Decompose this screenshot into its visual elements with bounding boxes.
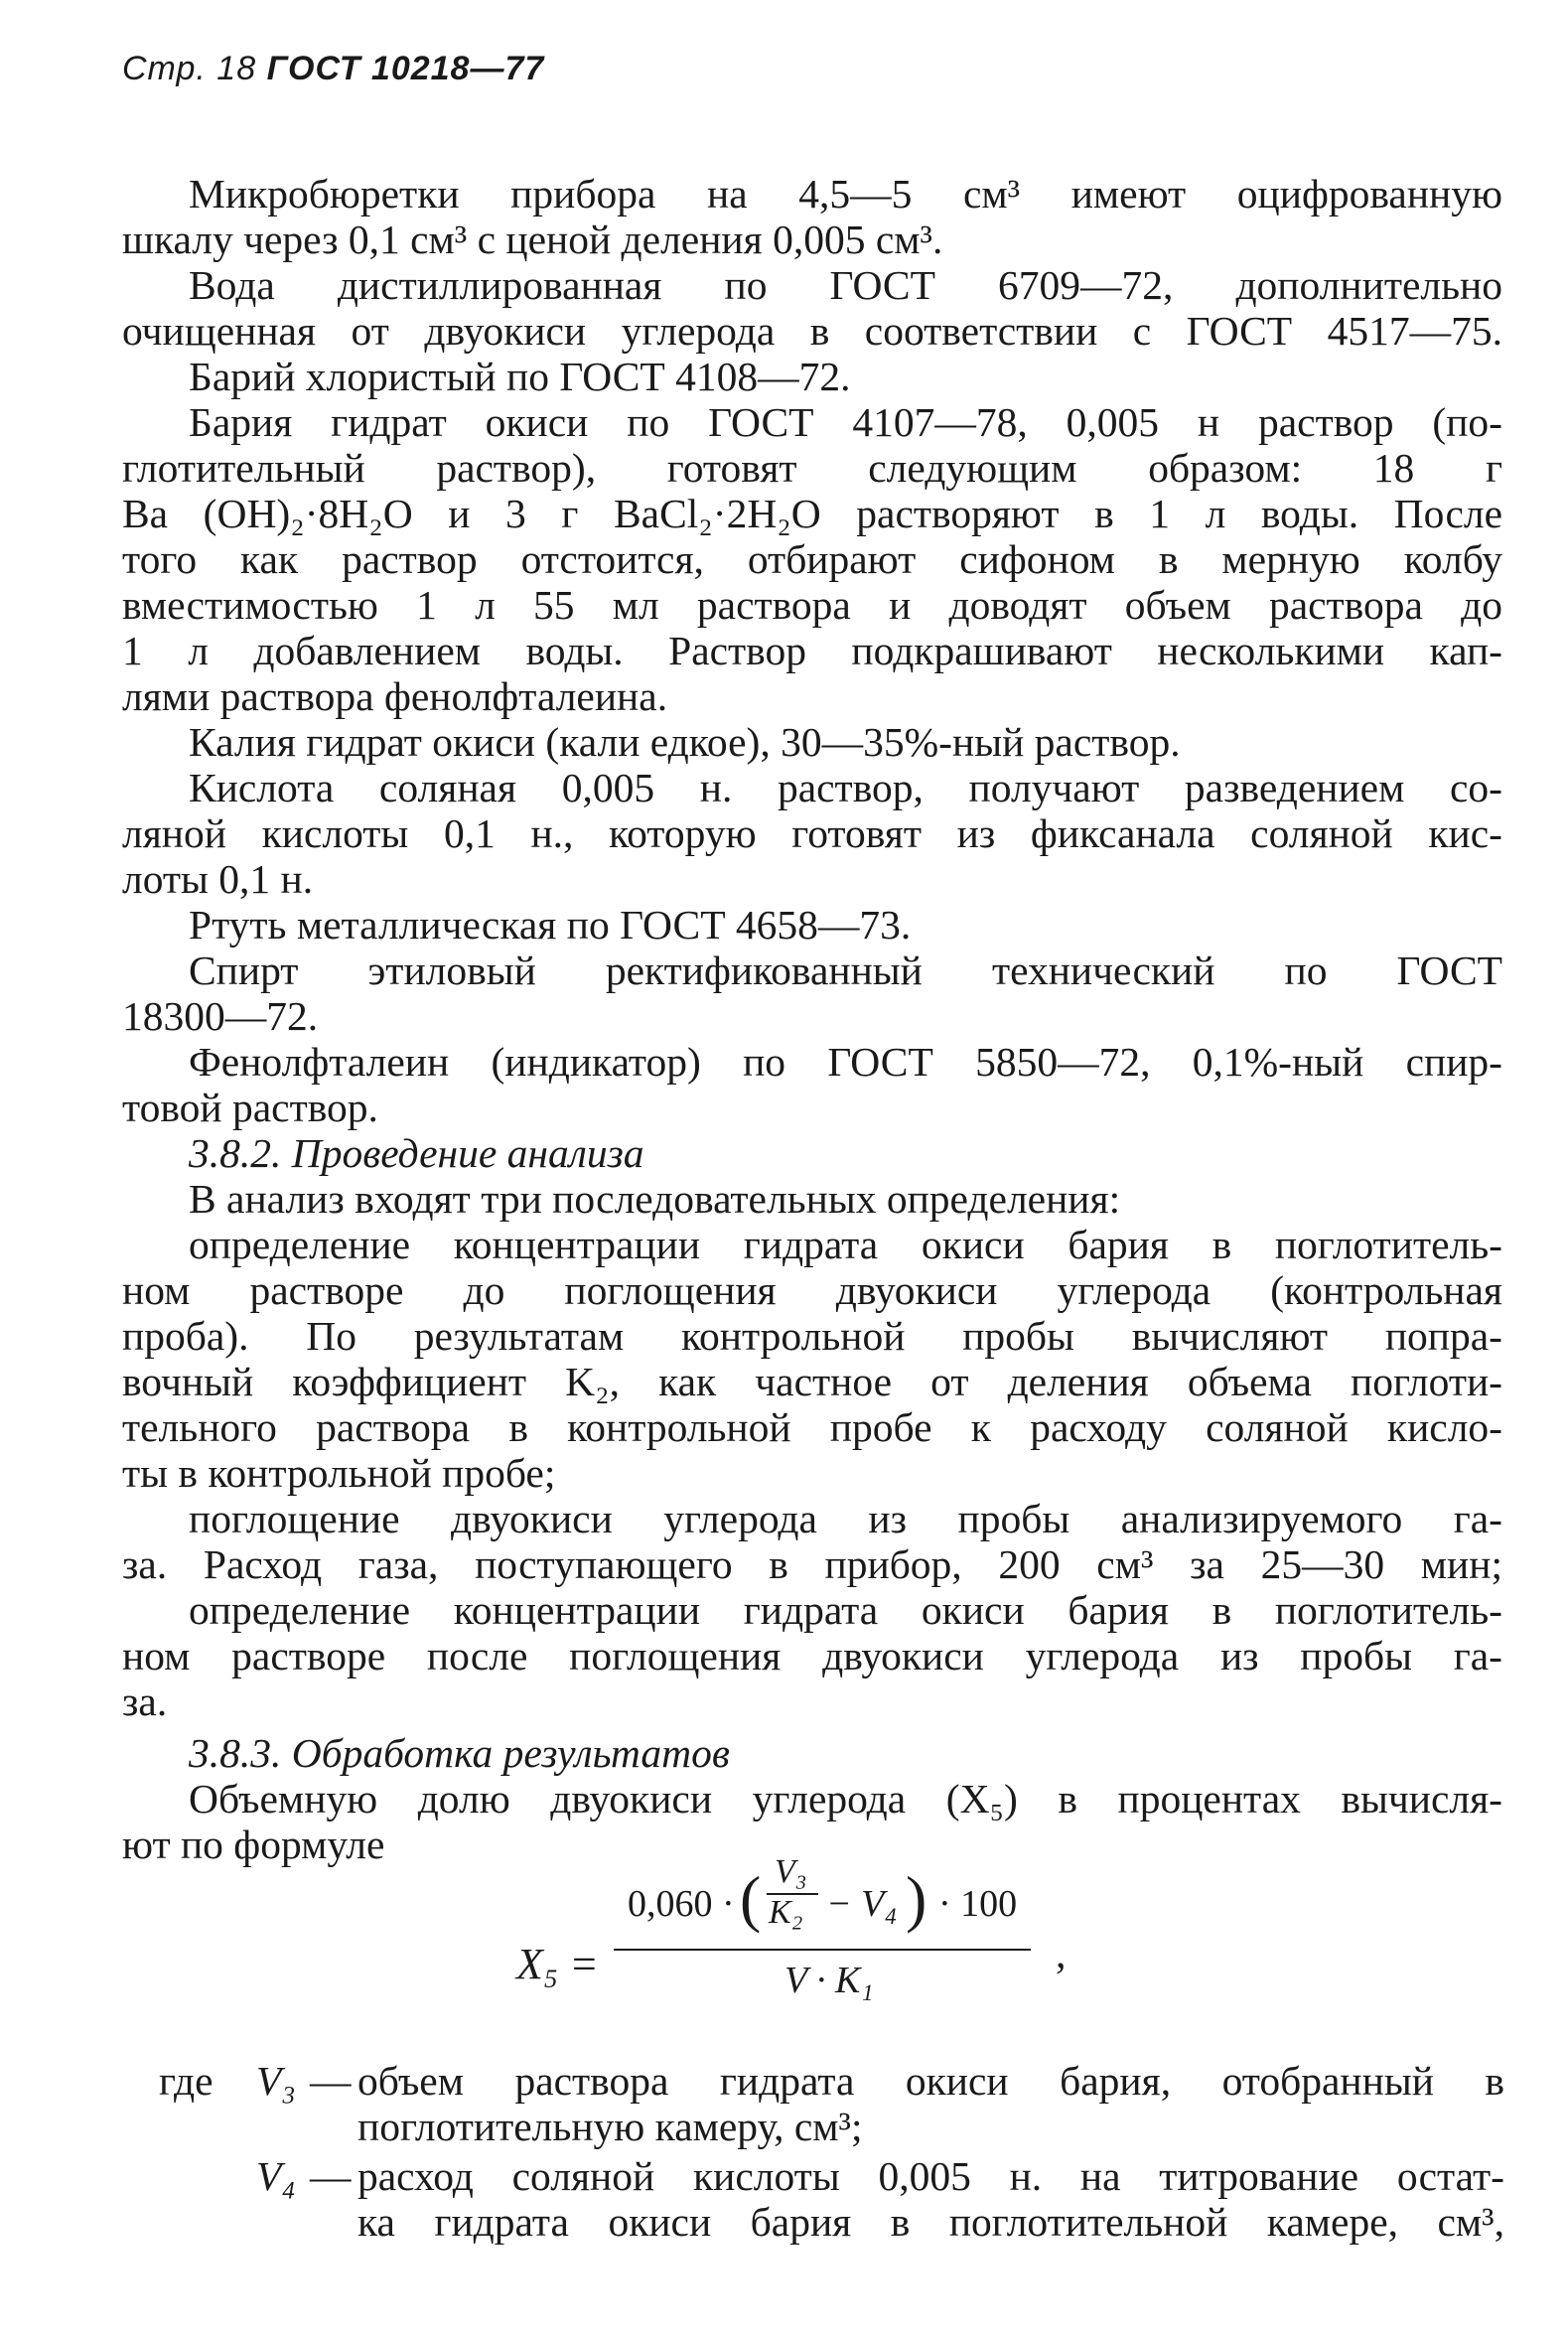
section-heading: 3.8.3. Обработка результатов [189, 1730, 730, 1776]
page-number: Стр. 18 [122, 50, 257, 87]
formula-coefficient: 0,060 · [628, 1883, 735, 1925]
text-line: того как раствор отстоится, отбирают сифоном в мерную колбу [122, 536, 1502, 582]
text-line: шкалу через 0,1 см³ с ценой деления 0,005 см³. [122, 217, 943, 262]
text-line: определение концентрации гидрата окиси бария в поглотитель- [189, 1587, 1502, 1633]
definition-text: расход соляной кислоты 0,005 н. на титрование остат- [357, 2153, 1504, 2199]
text-line: поглощение двуокиси углерода из пробы анализируемого га- [189, 1496, 1502, 1541]
formula-fraction-bottom: K₂ [769, 1894, 803, 1931]
formula-times-100: · 100 [938, 1883, 1018, 1925]
text-line: очищенная от двуокиси углерода в соответствии с ГОСТ 4517—75. [122, 308, 1502, 354]
definition-dash: — [310, 2058, 352, 2104]
page-header [122, 50, 544, 88]
text-line: вместимостью 1 л 55 мл раствора и доводят объем раствора до [122, 582, 1502, 628]
text-line: глотительный раствор), готовят следующим образом: 18 г [122, 445, 1502, 491]
text-line: ном растворе до поглощения двуокиси углерода (контрольная [122, 1267, 1502, 1313]
text-line: за. [122, 1678, 168, 1724]
text-line: Кислота соляная 0,005 н. раствор, получают разведением со- [189, 765, 1502, 810]
definition-text: ка гидрата окиси бария в поглотительной камере, см³, [357, 2199, 1504, 2245]
formula-minus-v4: − V₄ [826, 1883, 898, 1925]
text-line: 1 л добавлением воды. Раствор подкрашивают несколькими кап- [122, 628, 1502, 673]
definition-text: объем раствора гидрата окиси бария, отобранный в [357, 2058, 1504, 2104]
text-line: 18300—72. [122, 993, 319, 1039]
text-line: проба). По результатам контрольной пробы вычисляют попра- [122, 1313, 1502, 1359]
text-line: Ba (OH)₂·8H₂O и 3 г BaCl₂·2H₂O растворяют в 1 л воды. После [122, 491, 1502, 536]
main-fraction-bar [614, 1949, 1031, 1951]
text-line: В анализ входят три последовательных определения: [189, 1176, 1121, 1222]
formula-lhs: X₅ = [516, 1940, 599, 1988]
text-line: Объемную долю двуокиси углерода (X₅) в процентах вычисля- [189, 1776, 1502, 1822]
text-line: вочный коэффициент K₂, как частное от деления объема поглоти- [122, 1359, 1502, 1404]
text-line: Спирт этиловый ректификованный технический по ГОСТ [189, 948, 1502, 993]
text-line: за. Расход газа, поступающего в прибор, 200 см³ за 25—30 мин; [122, 1541, 1502, 1587]
definition-text: поглотительную камеру, см³; [357, 2104, 863, 2149]
text-line: Микробюретки прибора на 4,5—5 см³ имеют оцифрованную [189, 171, 1502, 217]
definition-dash: — [310, 2153, 352, 2199]
text-line: тельного раствора в контрольной пробе к расходу соляной кисло- [122, 1404, 1502, 1450]
formula-trailing-comma: , [1056, 1932, 1067, 1977]
section-heading: 3.8.2. Проведение анализа [189, 1130, 644, 1176]
definition-symbol: V₃ [256, 2058, 296, 2104]
where-label: где [159, 2058, 214, 2104]
text-line: Вода дистиллированная по ГОСТ 6709—72, дополнительно [189, 262, 1502, 308]
text-line: товой раствор. [122, 1085, 378, 1130]
inner-fraction-bar [767, 1893, 818, 1895]
formula-right-paren: ) [906, 1863, 927, 1934]
text-line: лоты 0,1 н. [122, 856, 314, 902]
text-line: Барий хлористый по ГОСТ 4108—72. [189, 354, 851, 399]
text-line: лями раствора фенолфталеина. [122, 673, 668, 719]
text-line: Калия гидрат окиси (кали едкое), 30—35%-ный раствор. [189, 719, 1181, 765]
definition-symbol: V₄ [256, 2153, 296, 2199]
text-line: ном растворе после поглощения двуокиси углерода из пробы га- [122, 1633, 1502, 1678]
text-line: Фенолфталеин (индикатор) по ГОСТ 5850—72, 0,1%-ный спир- [189, 1039, 1502, 1085]
text-line: Бария гидрат окиси по ГОСТ 4107—78, 0,005 н раствор (по- [189, 399, 1502, 445]
formula-denominator: V · K₁ [784, 1960, 874, 2001]
text-line: определение концентрации гидрата окиси бария в поглотитель- [189, 1222, 1502, 1267]
text-line: ют по формуле [122, 1822, 385, 1867]
formula-left-paren: ( [740, 1863, 762, 1934]
text-line: ты в контрольной пробе; [122, 1450, 556, 1496]
text-line: Ртуть металлическая по ГОСТ 4658—73. [189, 902, 912, 948]
formula-fraction-top: V₃ [775, 1853, 807, 1890]
text-line: ляной кислоты 0,1 н., которую готовят из фиксанала соляной кис- [122, 810, 1502, 856]
standard-number: ГОСТ 10218—77 [266, 50, 545, 87]
